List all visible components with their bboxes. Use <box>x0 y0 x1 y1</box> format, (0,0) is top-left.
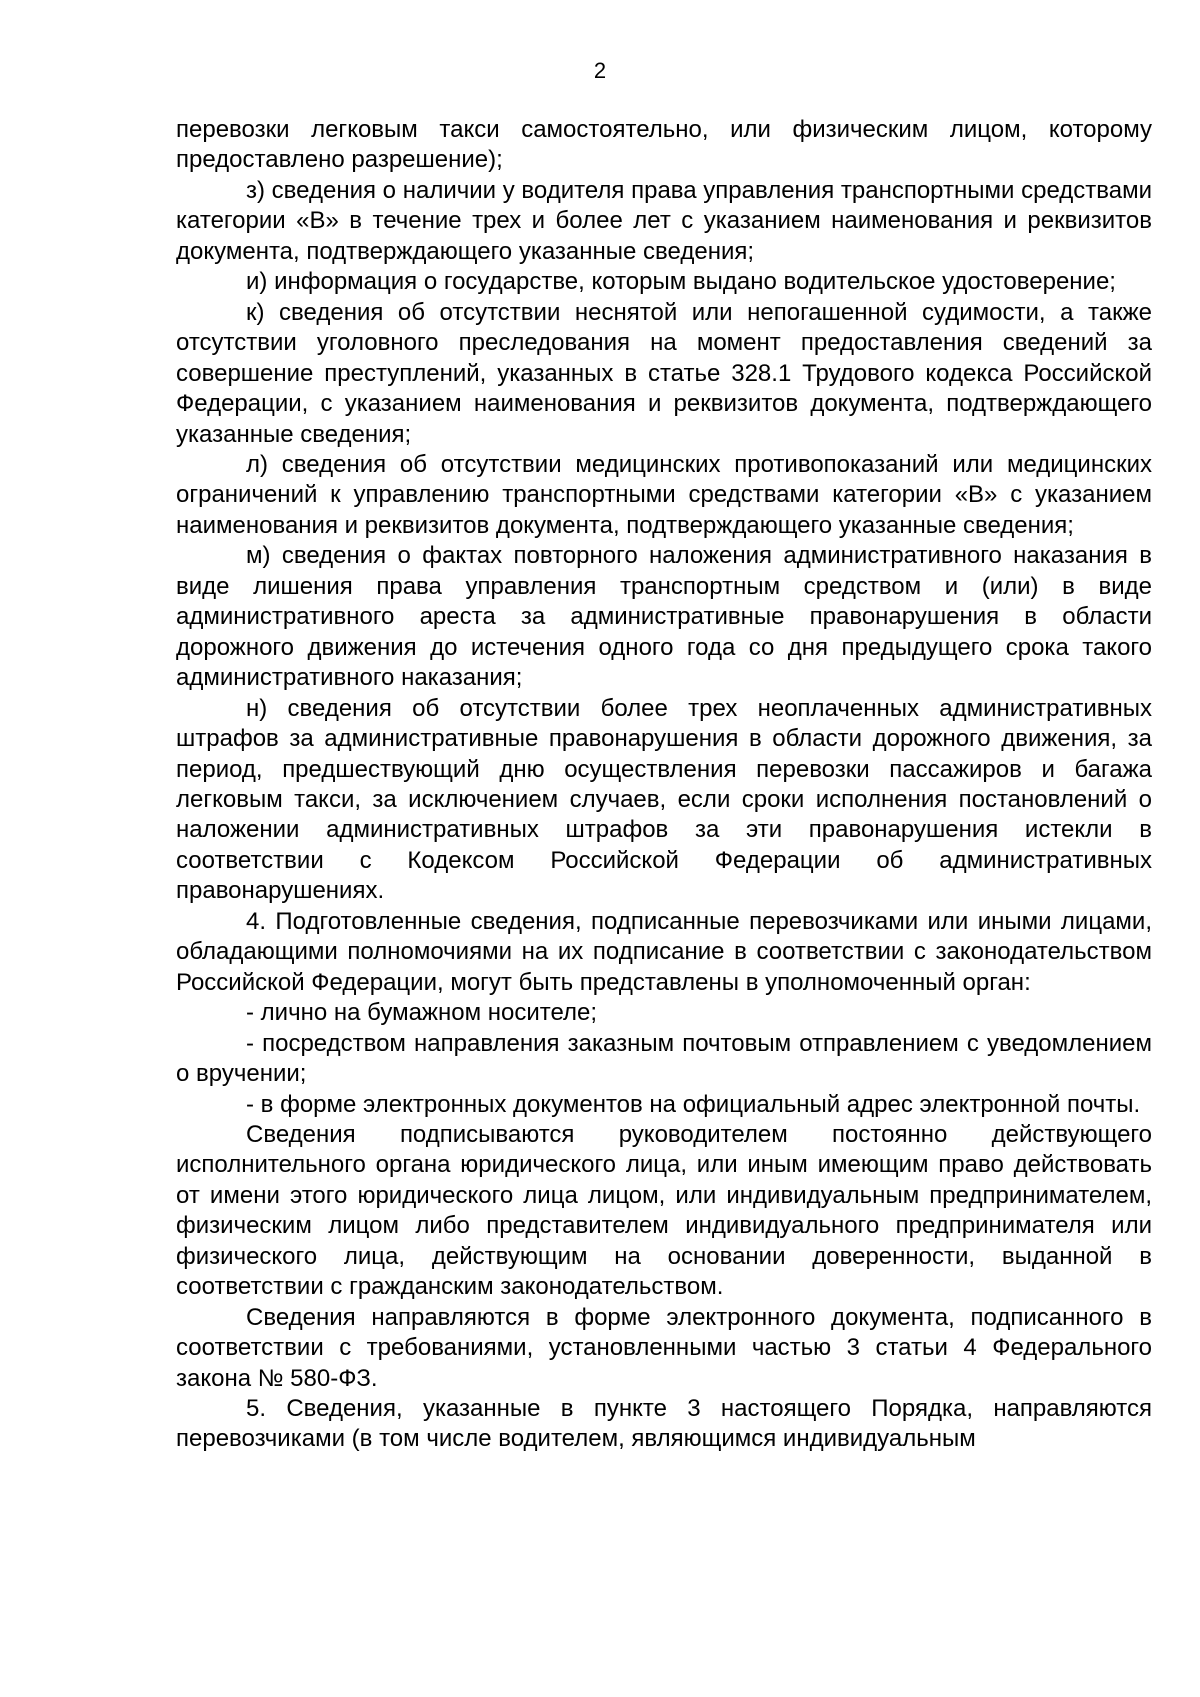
paragraph: Сведения подписываются руководителем постоянно действующего исполнительного органа юридического лица, или иным имеющим право действовать от имени этого юридического лица лицом, или индивидуальным предпринимателем, физическим лицом либо представителем индивидуального предпринимателя или физического лица, действующим на основании доверенности, выданной в соответствии с гражданским законодательством. <box>176 1120 1152 1301</box>
paragraph: Сведения направляются в форме электронного документа, подписанного в соответствии с требованиями, установленными частью 3 статьи 4 Федерального закона № 580-ФЗ. <box>176 1303 1152 1392</box>
paragraph: л) сведения об отсутствии медицинских противопоказаний или медицинских ограничений к управлению транспортными средствами категории «В» с указанием наименования и реквизитов документа, подтверждающего указанные сведения; <box>176 450 1152 539</box>
paragraph: перевозки легковым такси самостоятельно, или физическим лицом, которому предоставлено разрешение); <box>176 116 1152 174</box>
paragraph: - лично на бумажном носителе; <box>246 999 598 1027</box>
paragraph: 5. Сведения, указанные в пункте 3 настоящего Порядка, направляются перевозчиками (в том числе водителем, являющимся индивидуальным <box>176 1395 1152 1453</box>
paragraph: м) сведения о фактах повторного наложения административного наказания в виде лишения права управления транспортным средством и (или) в виде административного ареста за административные правонарушения в области дорожного движения до истечения одного года со дня предыдущего срока такого административного наказания; <box>176 542 1152 692</box>
page-number: 2 <box>593 58 607 83</box>
paragraph: - в форме электронных документов на официальный адрес электронной почты. <box>246 1090 1141 1118</box>
paragraph: - посредством направления заказным почтовым отправлением с уведомлением о вручении; <box>176 1029 1152 1088</box>
paragraph: к) сведения об отсутствии неснятой или непогашенной судимости, а также отсутствии уголовного преследования на момент предоставления сведений за совершение преступлений, указанных в статье 328.1 Трудового кодекса Российской Федерации, с указанием наименования и реквизитов документа, подтверждающего указанные сведения; <box>176 298 1152 448</box>
paragraph: з) сведения о наличии у водителя права управления транспортными средствами категории «В» в течение трех и более лет с указанием наименования и реквизитов документа, подтверждающего указанные сведения; <box>176 176 1152 265</box>
document-body <box>176 115 1152 1455</box>
paragraph: н) сведения об отсутствии более трех неоплаченных административных штрафов за административные правонарушения в области дорожного движения, за период, предшествующий дню осуществления перевозки пассажиров и багажа легковым такси, за исключением случаев, если сроки исполнения постановлений о наложении административных штрафов за эти правонарушения истекли в соответствии с Кодексом Российской Федерации об административных правонарушениях. <box>176 694 1152 905</box>
paragraph: и) информация о государстве, которым выдано водительское удостоверение; <box>246 268 1116 296</box>
paragraph: 4. Подготовленные сведения, подписанные перевозчиками или иными лицами, обладающими полномочиями на их подписание в соответствии с законодательством Российской Федерации, могут быть представлены в уполномоченный орган: <box>176 907 1152 996</box>
